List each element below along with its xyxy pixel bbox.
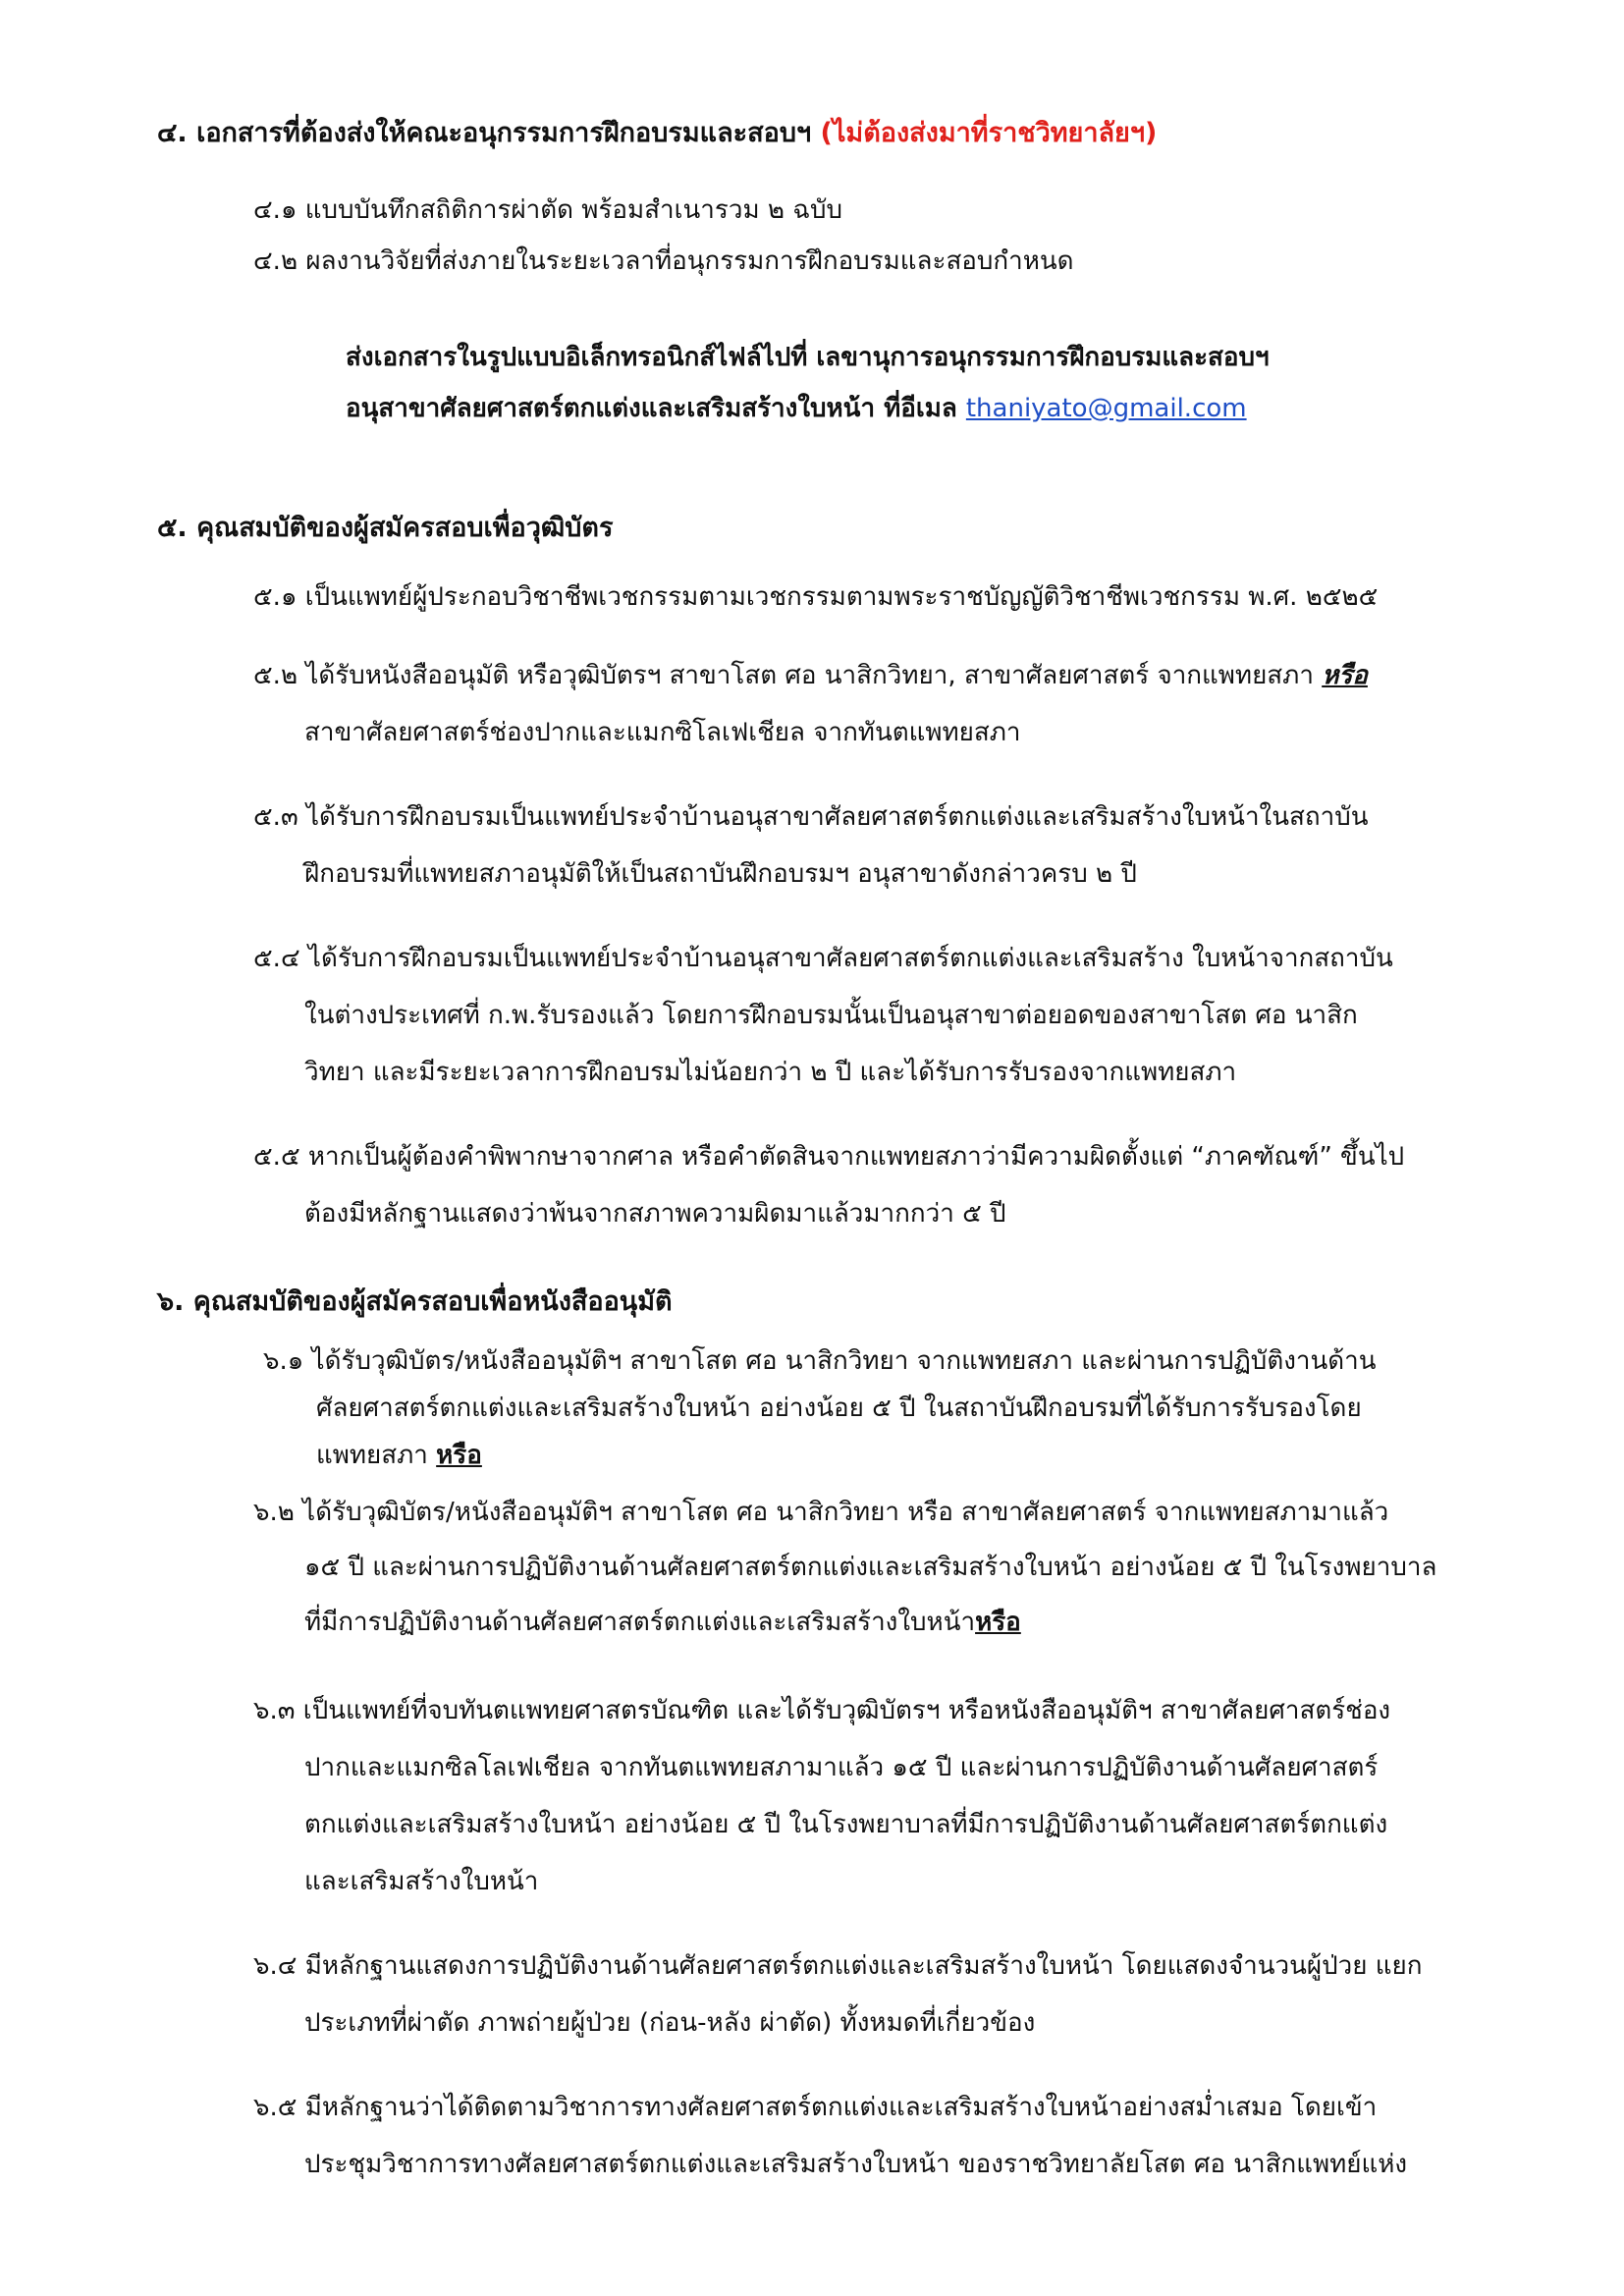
item-6-3-line-1: ๖.๓ เป็นแพทย์ที่จบทันตแพทยศาสตรบัณฑิต และได้รับวุฒิบัตรฯ หรือหนังสืออนุมัติฯ สาขาศัลยศาสตร์ช่อง [253,1696,1391,1725]
submission-notice-line-2 [346,389,1247,428]
item-6-1-line-3 [316,1436,482,1475]
item-5-2-text: ๕.๒ ได้รับหนังสืออนุมัติ หรือวุฒิบัตรฯ สาขาโสต ศอ นาสิกวิทยา, สาขาศัลยศาสตร์ จากแพทยสภา [253,661,1323,690]
section-4-red-note: (ไม่ต้องส่งมาที่ราชวิทยาลัยฯ) [820,118,1158,148]
item-6-5-line-2: ประชุมวิชาการทางศัลยศาสตร์ตกแต่งและเสริมสร้างใบหน้า ของราชวิทยาลัยโสต ศอ นาสิกแพทย์แห่ง [304,2150,1408,2179]
item-6-1-text: แพทยสภา [316,1441,437,1470]
item-5-2-line-2: สาขาศัลยศาสตร์ช่องปากและแมกซิโลเฟเชียล จากทันตแพทยสภา [304,718,1021,747]
item-4-1: ๔.๑ แบบบันทึกสถิติการผ่าตัด พร้อมสำเนารวม ๒ ฉบับ [253,195,842,225]
item-5-5-line-1: ๕.๕ หากเป็นผู้ต้องคำพิพากษาจากศาล หรือคำตัดสินจากแพทยสภาว่ามีความผิดตั้งแต่ “ภาคฑัณฑ์” ขึ้นไป [253,1142,1405,1172]
email-link[interactable]: thaniyato@gmail.com [965,394,1247,423]
item-5-3-line-2: ฝึกอบรมที่แพทยสภาอนุมัติให้เป็นสถาบันฝึกอบรมฯ อนุสาขาดังกล่าวครบ ๒ ปี [304,859,1137,889]
item-6-1-line-1: ๖.๑ ได้รับวุฒิบัตร/หนังสืออนุมัติฯ สาขาโสต ศอ นาสิกวิทยา จากแพทยสภา และผ่านการปฏิบัติงานด้าน [263,1346,1377,1376]
item-6-2-text: ที่มีการปฏิบัติงานด้านศัลยศาสตร์ตกแต่งและเสริมสร้างใบหน้า [304,1608,976,1637]
item-6-3-line-3: ตกแต่งและเสริมสร้างใบหน้า อย่างน้อย ๕ ปี ในโรงพยาบาลที่มีการปฏิบัติงานด้านศัลยศาสตร์ตกแต่ง [304,1810,1388,1839]
item-6-1-or: หรือ [436,1441,482,1470]
item-6-5-line-1: ๖.๕ มีหลักฐานว่าได้ติดตามวิชาการทางศัลยศาสตร์ตกแต่งและเสริมสร้างใบหน้าอย่างสม่ำเสมอ โดยเข้า [253,2093,1378,2122]
section-5-heading: ๕. คุณสมบัติของผู้สมัครสอบเพื่อวุฒิบัตร [157,513,614,543]
item-5-5-line-2: ต้องมีหลักฐานแสดงว่าพ้นจากสภาพความผิดมาแล้วมากกว่า ๕ ปี [304,1199,1006,1229]
item-4-2: ๔.๒ ผลงานวิจัยที่ส่งภายในระยะเวลาที่อนุกรรมการฝึกอบรมและสอบกำหนด [253,246,1074,276]
item-5-2-or: หรือ [1322,661,1368,690]
item-6-1-line-2: ศัลยศาสตร์ตกแต่งและเสริมสร้างใบหน้า อย่างน้อย ๕ ปี ในสถาบันฝึกอบรมที่ได้รับการรับรองโดย [316,1394,1362,1423]
item-5-4-line-1: ๕.๔ ได้รับการฝึกอบรมเป็นแพทย์ประจำบ้านอนุสาขาศัลยศาสตร์ตกแต่งและเสริมสร้าง ใบหน้าจากสถาบัน [253,944,1393,973]
item-5-2-line-1 [253,656,1368,695]
item-6-2-line-1: ๖.๒ ได้รับวุฒิบัตร/หนังสืออนุมัติฯ สาขาโสต ศอ นาสิกวิทยา หรือ สาขาศัลยศาสตร์ จากแพทยสภามาแล้ว [253,1498,1389,1527]
section-6-heading: ๖. คุณสมบัติของผู้สมัครสอบเพื่อหนังสืออนุมัติ [157,1286,673,1317]
item-5-3-line-1: ๕.๓ ได้รับการฝึกอบรมเป็นแพทย์ประจำบ้านอนุสาขาศัลยศาสตร์ตกแต่งและเสริมสร้างใบหน้าในสถาบัน [253,802,1369,832]
item-6-4-line-2: ประเภทที่ผ่าตัด ภาพถ่ายผู้ป่วย (ก่อน-หลัง ผ่าตัด) ทั้งหมดที่เกี่ยวข้อง [304,2008,1036,2038]
section-4-heading-text: ๔. เอกสารที่ต้องส่งให้คณะอนุกรรมการฝึกอบรมและสอบฯ [157,118,821,148]
item-6-2-line-2: ๑๕ ปี และผ่านการปฏิบัติงานด้านศัลยศาสตร์ตกแต่งและเสริมสร้างใบหน้า อย่างน้อย ๕ ปี ในโรงพยาบาล [304,1553,1437,1582]
item-5-1: ๕.๑ เป็นแพทย์ผู้ประกอบวิชาชีพเวชกรรมตามเวชกรรมตามพระราชบัญญัติวิชาชีพเวชกรรม พ.ศ. ๒๕๒๕ [253,582,1379,612]
submission-notice-text: อนุสาขาศัลยศาสตร์ตกแต่งและเสริมสร้างใบหน้า ที่อีเมล [346,394,966,423]
section-4-heading [157,114,1157,153]
item-6-3-line-4: และเสริมสร้างใบหน้า [304,1867,539,1896]
item-6-4-line-1: ๖.๔ มีหลักฐานแสดงการปฏิบัติงานด้านศัลยศาสตร์ตกแต่งและเสริมสร้างใบหน้า โดยแสดงจำนวนผู้ป่วย แยก [253,1951,1423,1981]
item-6-2-line-3 [304,1603,1021,1642]
item-6-2-or: หรือ [975,1608,1021,1637]
item-5-4-line-3: วิทยา และมีระยะเวลาการฝึกอบรมไม่น้อยกว่า ๒ ปี และได้รับการรับรองจากแพทยสภา [304,1058,1237,1087]
item-6-3-line-2: ปากและแมกซิลโลเฟเชียล จากทันตแพทยสภามาแล้ว ๑๕ ปี และผ่านการปฏิบัติงานด้านศัลยศาสตร์ [304,1753,1379,1782]
item-5-4-line-2: ในต่างประเทศที่ ก.พ.รับรองแล้ว โดยการฝึกอบรมนั้นเป็นอนุสาขาต่อยอดของสาขาโสต ศอ นาสิก [304,1001,1358,1030]
submission-notice-line-1: ส่งเอกสารในรูปแบบอิเล็กทรอนิกส์ไฟล์ไปที่ เลขานุการอนุกรรมการฝึกอบรมและสอบฯ [346,343,1270,372]
